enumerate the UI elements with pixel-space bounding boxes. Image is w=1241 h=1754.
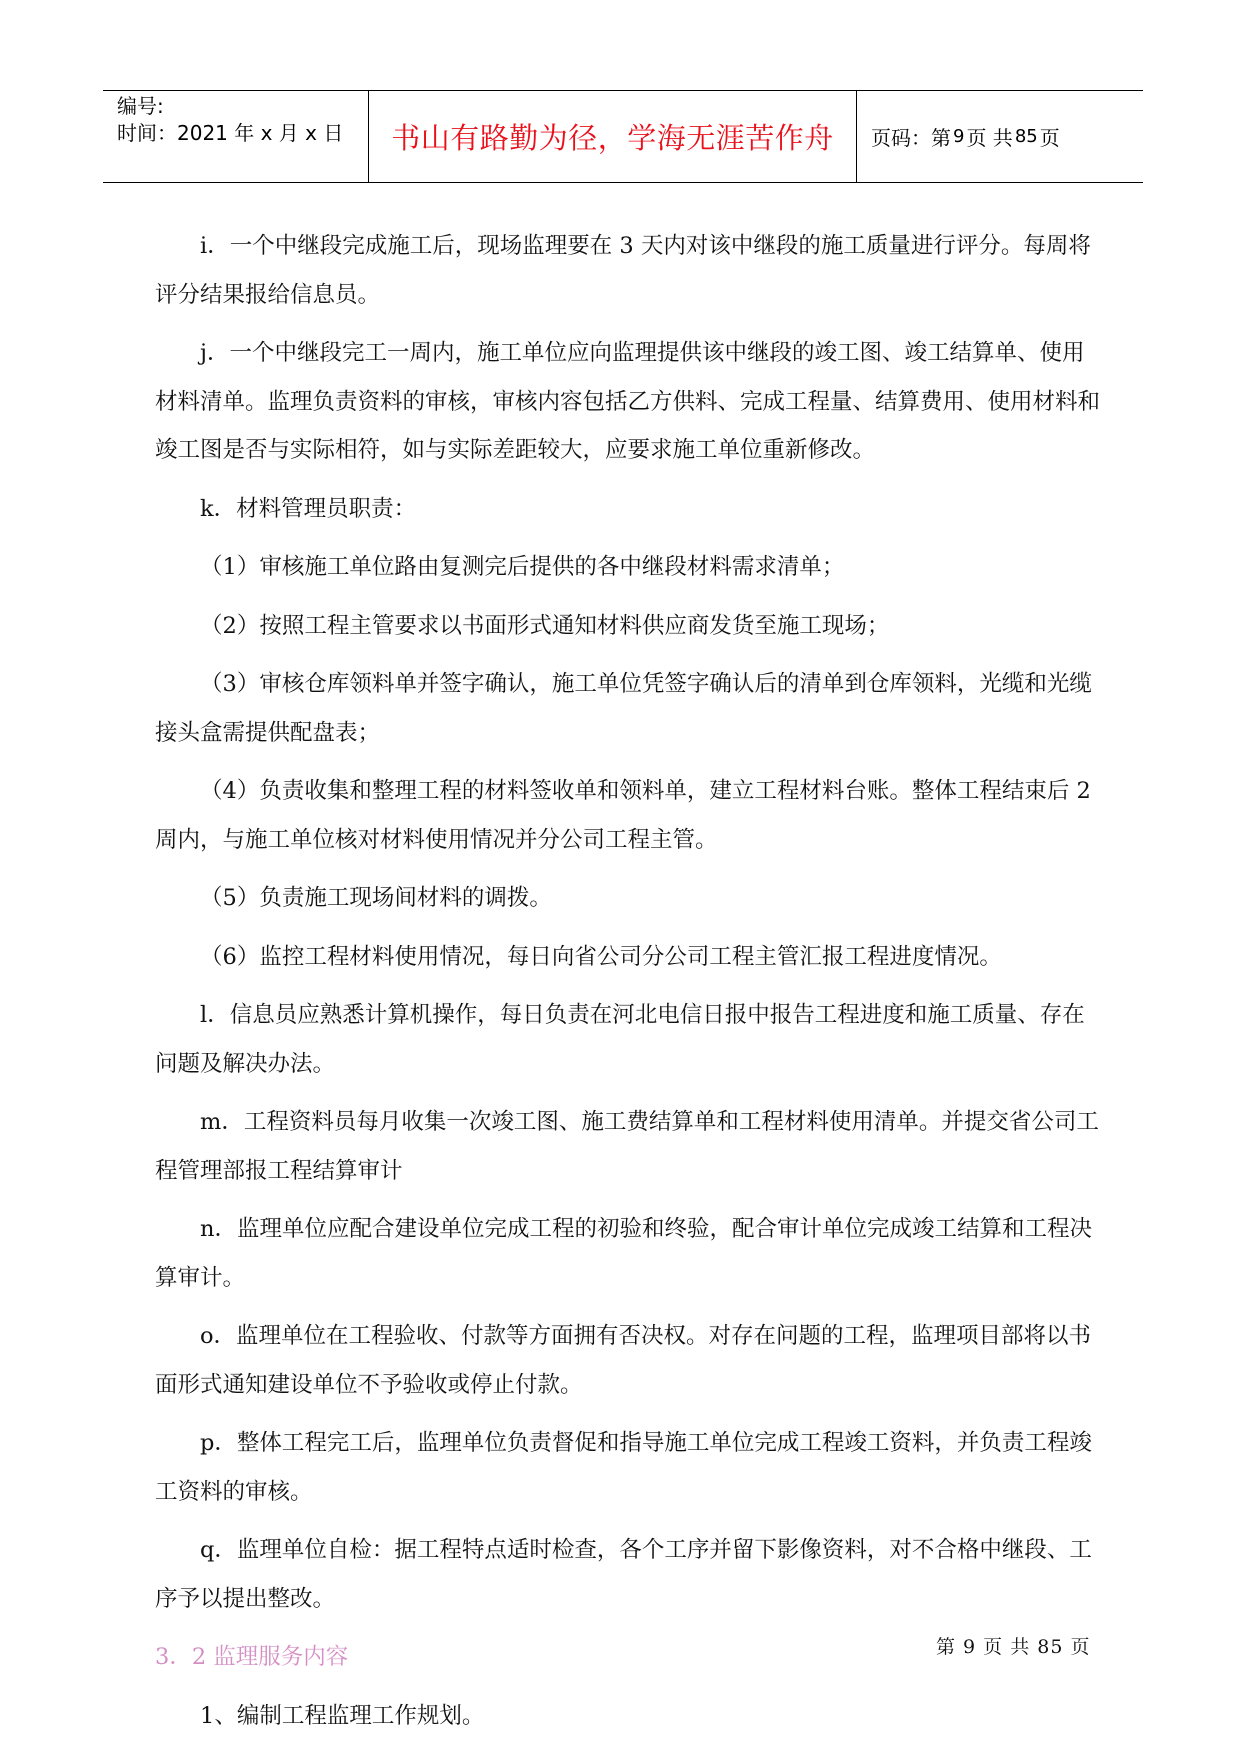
page-total: 85 <box>1014 126 1038 147</box>
header-page-info <box>857 91 1143 182</box>
paragraph-plan: 1、编制工程监理工作规划。 <box>200 1702 485 1729</box>
header-motto: 书山有路勤为径，学海无涯苦作舟 <box>369 91 857 182</box>
paragraph-m: m．工程资料员每月收集一次竣工图、施工费结算单和工程材料使用清单。并提交省公司工程管理部报工程结算审计 <box>155 1109 1099 1184</box>
page-middle: 页 共 <box>966 126 1013 150</box>
list-item-6: （6）监控工程材料使用情况，每日向省公司分公司工程主管汇报工程进度情况。 <box>200 943 1002 970</box>
page-current: 9 <box>953 126 965 147</box>
list-item-1: （1）审核施工单位路由复测完后提供的各中继段材料需求清单； <box>200 554 845 580</box>
paragraph-k: k．材料管理员职责： <box>200 495 417 522</box>
list-item-5: （5）负责施工现场间材料的调拨。 <box>200 885 552 911</box>
time-label: 时间：2021 年 x 月 x 日 <box>117 121 344 145</box>
paragraph-j: j．一个中继段完工一周内，施工单位应向监理提供该中继段的竣工图、竣工结算单、使用材料清单。监理负责资料的审核，审核内容包括乙方供料、完成工程量、结算费用、使用材料和竣工图是否与实际相符，如与实际差距较大，应要求施工单位重新修改。 <box>155 340 1101 463</box>
paragraph-o: o．监理单位在工程验收、付款等方面拥有否决权。对存在问题的工程，监理项目部将以书面形式通知建设单位不予验收或停止付款。 <box>155 1323 1092 1398</box>
section-title: 3．2 监理服务内容 <box>155 1644 349 1670</box>
paragraph-l: l．信息员应熟悉计算机操作，每日负责在河北电信日报中报告工程进度和施工质量、存在问题及解决办法。 <box>155 1002 1085 1077</box>
paragraph-q: q．监理单位自检：据工程特点适时检查，各个工序并留下影像资料，对不合格中继段、工序予以提出整改。 <box>155 1537 1092 1612</box>
document-body <box>155 222 1100 1750</box>
list-item-3: （3）审核仓库领料单并签字确认，施工单位凭签字确认后的清单到仓库领料，光缆和光缆接头盒需提供配盘表； <box>155 671 1092 746</box>
page-prefix: 页码：第 <box>871 126 951 150</box>
paragraph-n: n．监理单位应配合建设单位完成工程的初验和终验，配合审计单位完成竣工结算和工程决算审计。 <box>155 1216 1092 1291</box>
paragraph-p: p．整体工程完工后，监理单位负责督促和指导施工单位完成工程竣工资料，并负责工程竣工资料的审核。 <box>155 1430 1092 1505</box>
page-suffix: 页 <box>1039 126 1060 150</box>
page-header <box>103 90 1143 183</box>
header-meta <box>103 91 369 182</box>
list-item-4: （4）负责收集和整理工程的材料签收单和领料单，建立工程材料台账。整体工程结束后 2 周内，与施工单位核对材料使用情况并分公司工程主管。 <box>155 778 1091 853</box>
paragraph-i: i．一个中继段完成施工后，现场监理要在 3 天内对该中继段的施工质量进行评分。每周将评分结果报给信息员。 <box>155 233 1091 308</box>
number-label: 编号: <box>117 94 164 118</box>
list-item-2: （2）按照工程主管要求以书面形式通知材料供应商发货至施工现场； <box>200 612 890 639</box>
page-footer: 第 9 页 共 85 页 <box>936 1636 1091 1658</box>
